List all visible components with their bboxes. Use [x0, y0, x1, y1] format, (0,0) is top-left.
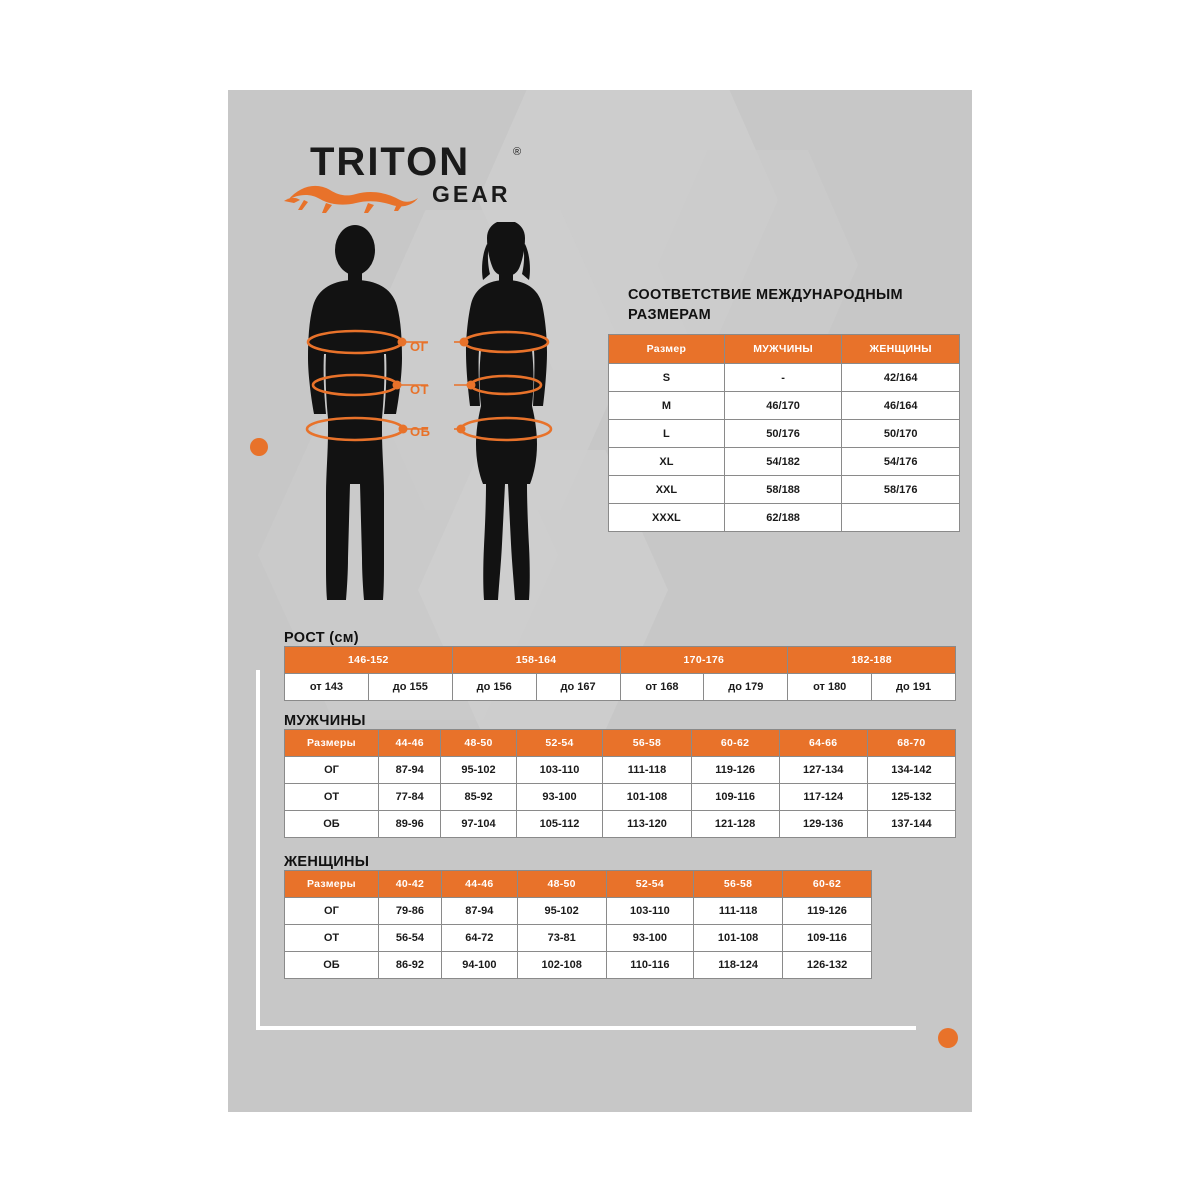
cell-men: 50/176 — [724, 420, 842, 448]
cell-value: 134-142 — [867, 757, 955, 784]
cell-value: 64-72 — [441, 925, 517, 952]
column-header-size-range: 60-62 — [783, 871, 872, 898]
registered-mark: ® — [513, 146, 522, 158]
men-measurements-table — [284, 729, 956, 838]
cell-value: 101-108 — [603, 784, 691, 811]
brand-subtitle: GEAR — [432, 181, 511, 207]
cell-men: - — [724, 364, 842, 392]
cell-value: 97-104 — [441, 811, 516, 838]
cell-women — [842, 504, 960, 532]
cell-value: 87-94 — [378, 757, 441, 784]
cell-value: 111-118 — [694, 898, 783, 925]
cell-value: 103-110 — [606, 898, 694, 925]
cell-women: 58/176 — [842, 476, 960, 504]
label-waist-girth: ОТ — [410, 382, 430, 397]
cell-height-range: от 143 — [285, 674, 369, 701]
column-header-size-range: 48-50 — [441, 730, 516, 757]
row-label-hips: ОБ — [285, 952, 379, 979]
accent-dot-left — [250, 438, 268, 456]
cell-size: S — [609, 364, 725, 392]
cell-men: 58/188 — [724, 476, 842, 504]
column-header-sizes: Размеры — [285, 871, 379, 898]
table-row — [285, 757, 956, 784]
table-row — [285, 898, 872, 925]
column-header-size-range: 52-54 — [516, 730, 603, 757]
cell-men: 62/188 — [724, 504, 842, 532]
male-silhouette — [308, 225, 402, 600]
table-row — [609, 448, 960, 476]
cell-value: 87-94 — [441, 898, 517, 925]
cell-value: 79-86 — [378, 898, 441, 925]
table-row — [609, 364, 960, 392]
column-header-size-range: 52-54 — [606, 871, 694, 898]
label-hip-girth: ОБ — [410, 424, 431, 439]
cell-value: 126-132 — [783, 952, 872, 979]
cell-height-range: до 191 — [872, 674, 956, 701]
cell-size: XL — [609, 448, 725, 476]
table-row — [609, 392, 960, 420]
cell-value: 101-108 — [694, 925, 783, 952]
brand-logo — [282, 140, 552, 216]
cell-value: 85-92 — [441, 784, 516, 811]
cell-value: 109-116 — [783, 925, 872, 952]
cell-value: 102-108 — [517, 952, 606, 979]
cell-value: 77-84 — [378, 784, 441, 811]
cell-value: 127-134 — [779, 757, 867, 784]
decorative-frame-line-vertical — [256, 670, 260, 1030]
cell-value: 129-136 — [779, 811, 867, 838]
cell-value: 105-112 — [516, 811, 603, 838]
column-header-size-range: 56-58 — [603, 730, 691, 757]
row-label-chest: ОГ — [285, 757, 379, 784]
accent-dot-right — [938, 1028, 958, 1048]
cell-value: 119-126 — [691, 757, 779, 784]
table-row — [285, 925, 872, 952]
column-header-size-range: 60-62 — [691, 730, 779, 757]
column-header-women: ЖЕНЩИНЫ — [842, 335, 960, 364]
row-label-chest: ОГ — [285, 898, 379, 925]
cell-value: 93-100 — [516, 784, 603, 811]
cell-women: 50/170 — [842, 420, 960, 448]
women-section-title: ЖЕНЩИНЫ — [284, 854, 370, 870]
international-sizes-title: СООТВЕТСТВИЕ МЕЖДУНАРОДНЫМ РАЗМЕРАМ — [628, 287, 903, 323]
height-table — [284, 646, 956, 701]
row-label-waist: ОТ — [285, 784, 379, 811]
column-header-size-range: 48-50 — [517, 871, 606, 898]
cell-height-range: до 156 — [452, 674, 536, 701]
column-header-height-group: 182-188 — [788, 647, 956, 674]
cell-men: 54/182 — [724, 448, 842, 476]
column-header-size-range: 44-46 — [378, 730, 441, 757]
cell-value: 113-120 — [603, 811, 691, 838]
row-label-hips: ОБ — [285, 811, 379, 838]
cell-height-range: до 167 — [536, 674, 620, 701]
table-header-row — [285, 730, 956, 757]
table-header-row — [285, 647, 956, 674]
column-header-height-group: 158-164 — [452, 647, 620, 674]
cell-value: 118-124 — [694, 952, 783, 979]
table-row — [285, 811, 956, 838]
cell-size: M — [609, 392, 725, 420]
cell-value: 95-102 — [441, 757, 516, 784]
cell-size: L — [609, 420, 725, 448]
table-row — [285, 674, 956, 701]
cell-value: 137-144 — [867, 811, 955, 838]
cell-value: 94-100 — [441, 952, 517, 979]
cell-height-range: до 179 — [704, 674, 788, 701]
height-section-title: РОСТ (см) — [284, 630, 359, 646]
cell-women: 46/164 — [842, 392, 960, 420]
column-header-men: МУЖЧИНЫ — [724, 335, 842, 364]
cell-men: 46/170 — [724, 392, 842, 420]
column-header-height-group: 146-152 — [285, 647, 453, 674]
table-header-row — [609, 335, 960, 364]
body-silhouettes — [282, 222, 582, 622]
cell-value: 95-102 — [517, 898, 606, 925]
cell-value: 125-132 — [867, 784, 955, 811]
table-row — [609, 420, 960, 448]
brand-name: TRITON — [310, 140, 471, 184]
cell-size: XXL — [609, 476, 725, 504]
column-header-size-range: 40-42 — [378, 871, 441, 898]
cell-value: 56-54 — [378, 925, 441, 952]
women-measurements-table — [284, 870, 872, 979]
cell-value: 89-96 — [378, 811, 441, 838]
cell-value: 86-92 — [378, 952, 441, 979]
men-section-title: МУЖЧИНЫ — [284, 713, 366, 729]
international-sizes-table — [608, 334, 960, 532]
cell-value: 121-128 — [691, 811, 779, 838]
cell-height-range: до 155 — [368, 674, 452, 701]
decorative-frame-line-horizontal — [256, 1026, 916, 1030]
table-header-row — [285, 871, 872, 898]
column-header-size-range: 64-66 — [779, 730, 867, 757]
column-header-height-group: 170-176 — [620, 647, 788, 674]
cell-value: 119-126 — [783, 898, 872, 925]
female-silhouette — [466, 222, 547, 600]
column-header-sizes: Размеры — [285, 730, 379, 757]
table-row — [609, 476, 960, 504]
cell-height-range: от 168 — [620, 674, 704, 701]
cell-women: 42/164 — [842, 364, 960, 392]
column-header-size-range: 44-46 — [441, 871, 517, 898]
column-header-size: Размер — [609, 335, 725, 364]
cell-value: 110-116 — [606, 952, 694, 979]
column-header-size-range: 68-70 — [867, 730, 955, 757]
cell-value: 93-100 — [606, 925, 694, 952]
row-label-waist: ОТ — [285, 925, 379, 952]
cell-women: 54/176 — [842, 448, 960, 476]
cell-value: 111-118 — [603, 757, 691, 784]
cell-height-range: от 180 — [788, 674, 872, 701]
cell-value: 117-124 — [779, 784, 867, 811]
measurement-leader-lines — [397, 342, 471, 429]
cell-value: 109-116 — [691, 784, 779, 811]
cell-value: 103-110 — [516, 757, 603, 784]
column-header-size-range: 56-58 — [694, 871, 783, 898]
table-row — [285, 784, 956, 811]
label-chest-girth: ОГ — [410, 339, 429, 354]
table-row — [609, 504, 960, 532]
cell-value: 73-81 — [517, 925, 606, 952]
table-row — [285, 952, 872, 979]
cell-size: XXXL — [609, 504, 725, 532]
